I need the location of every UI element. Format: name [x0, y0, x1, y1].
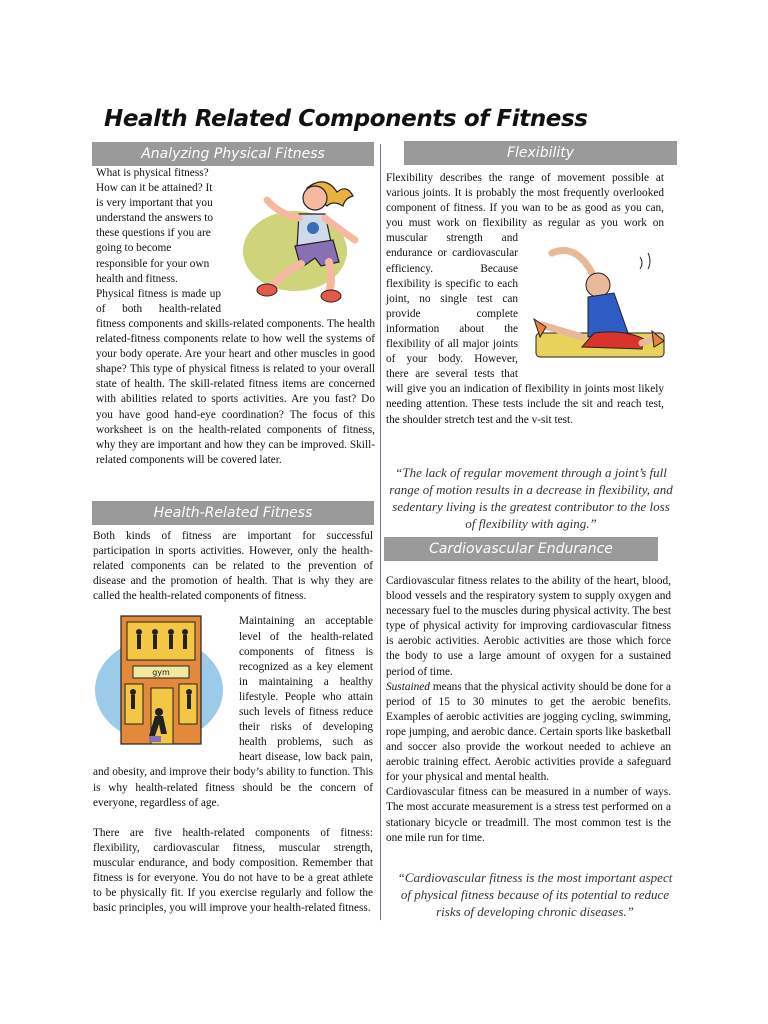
- flexibility-body: Flexibility describes the range of movement possible at various joints. It is probably the most frequently overlooked component of fitness. If you wan to be as good as you can, you must work on flexibility as regular as you work on muscular strength and endurance or cardiovascular efficiency. Because flexibility is specific to each joint, no single test can provide complete information about the flexibility of all major joints of your body. However, there are several tests that will give you an indication of flexibility in joints most likely needing attention. These tests include the sit and reach test, the shoulder stretch test and the v-sit test.: [386, 172, 664, 426]
- cardio-text: [386, 574, 671, 846]
- health-related-p3: There are five health-related components of fitness: flexibility, cardiovascular fitness, muscular strength, muscular endurance, and body composition. Remember that fitness is for everyone. You do not have to be a great athlete to be physically fit. If you exercise regularly and follow the basic principles, you will improve your health-related fitness.: [93, 826, 373, 915]
- section-header-health-related: Health-Related Fitness: [92, 501, 374, 525]
- health-related-text: [93, 529, 373, 916]
- health-related-p2: Maintaining an acceptable level of the health-related components of fitness is recognized as a key element in maintaining a healthy lifestyle. People who attain such levels of fitness reduce their risks of developing health problems, such as heart disease, low back pain, and obesity, and improve their body’s ability to function. This is why health-related fitness should be the concern of everyone, regardless of age.: [93, 615, 373, 809]
- page-title: Health Related Components of Fitness: [104, 106, 588, 132]
- flexibility-quote: “The lack of regular movement through a joint’s full range of motion results in a decrease in flexibility, and sedentary living is the greatest contributor to the loss of flexibility with aging.”: [389, 465, 673, 531]
- column-divider: [380, 144, 381, 920]
- analyzing-intro: What is physical fitness? How can it be attained? It is very important that you understand the answers to these questions if you are going to become responsible for your own health and fitness.: [96, 167, 214, 285]
- gym-sign: gym: [152, 668, 170, 678]
- section-header-cardio: Cardiovascular Endurance: [384, 537, 658, 561]
- runner-illustration: [225, 166, 375, 306]
- cardio-quote: “Cardiovascular fitness is the most important aspect of physical fitness because of its potential to reduce risks of developing chronic diseases.”: [397, 870, 673, 919]
- section-header-analyzing: Analyzing Physical Fitness: [92, 142, 374, 166]
- gym-illustration: [93, 608, 233, 758]
- health-related-p1: Both kinds of fitness are important for successful participation in sports activities. However, only the health-related components can be related to the prevention of disease and the promotion of health. That is why they are called the health-related components of fitness.: [93, 530, 373, 603]
- analyzing-body: Physical fitness is made up of both health-related fitness components and skills-related components. The health related-fitness components relate to how well the systems of your body operate. Are your heart and other muscles in good shape? This type of physical fitness is related to your overall state of health. The skill-related fitness items are concerned with abilities related to sports activities. Are you fast? Do you have good hand-eye coordination? The focus of this worksheet is on the health-related components of fitness, why they are important and how they can be improved. Skill-related components will be covered later.: [96, 287, 375, 466]
- cardio-p2: means that the physical activity should be done for a period of 15 to 30 minutes to get the aerobic benefits. Examples of aerobic activities are jogging cycling, swimming, rope jumping, and aerobic dance. Certain sports like basketball and soccer also provide the workout needed to achieve an aerobic training effect. Aerobic activities provide a safeguard for your physical and mental health.: [386, 680, 672, 784]
- flexibility-text: [386, 171, 664, 428]
- sustained-term: Sustained: [386, 680, 430, 693]
- cardio-p1: Cardiovascular fitness relates to the ability of the heart, blood, blood vessels and the respiratory system to supply oxygen and necessary fuel to the muscles during physical activity. The best type of physical activity for improving cardiovascular fitness is aerobic activities. Aerobic activities are those which force the body to use a large amount of oxygen for a sustained period of time.: [386, 575, 671, 678]
- analyzing-text: [96, 166, 375, 468]
- cardio-p3: Cardiovascular fitness can be measured in a number of ways. The most accurate measurement is a stress test performed on a stationary bicycle or treadmill. The most common test is the one mile run for time.: [386, 786, 671, 844]
- stretching-man-illustration: [522, 233, 672, 373]
- section-header-flexibility: Flexibility: [404, 141, 677, 165]
